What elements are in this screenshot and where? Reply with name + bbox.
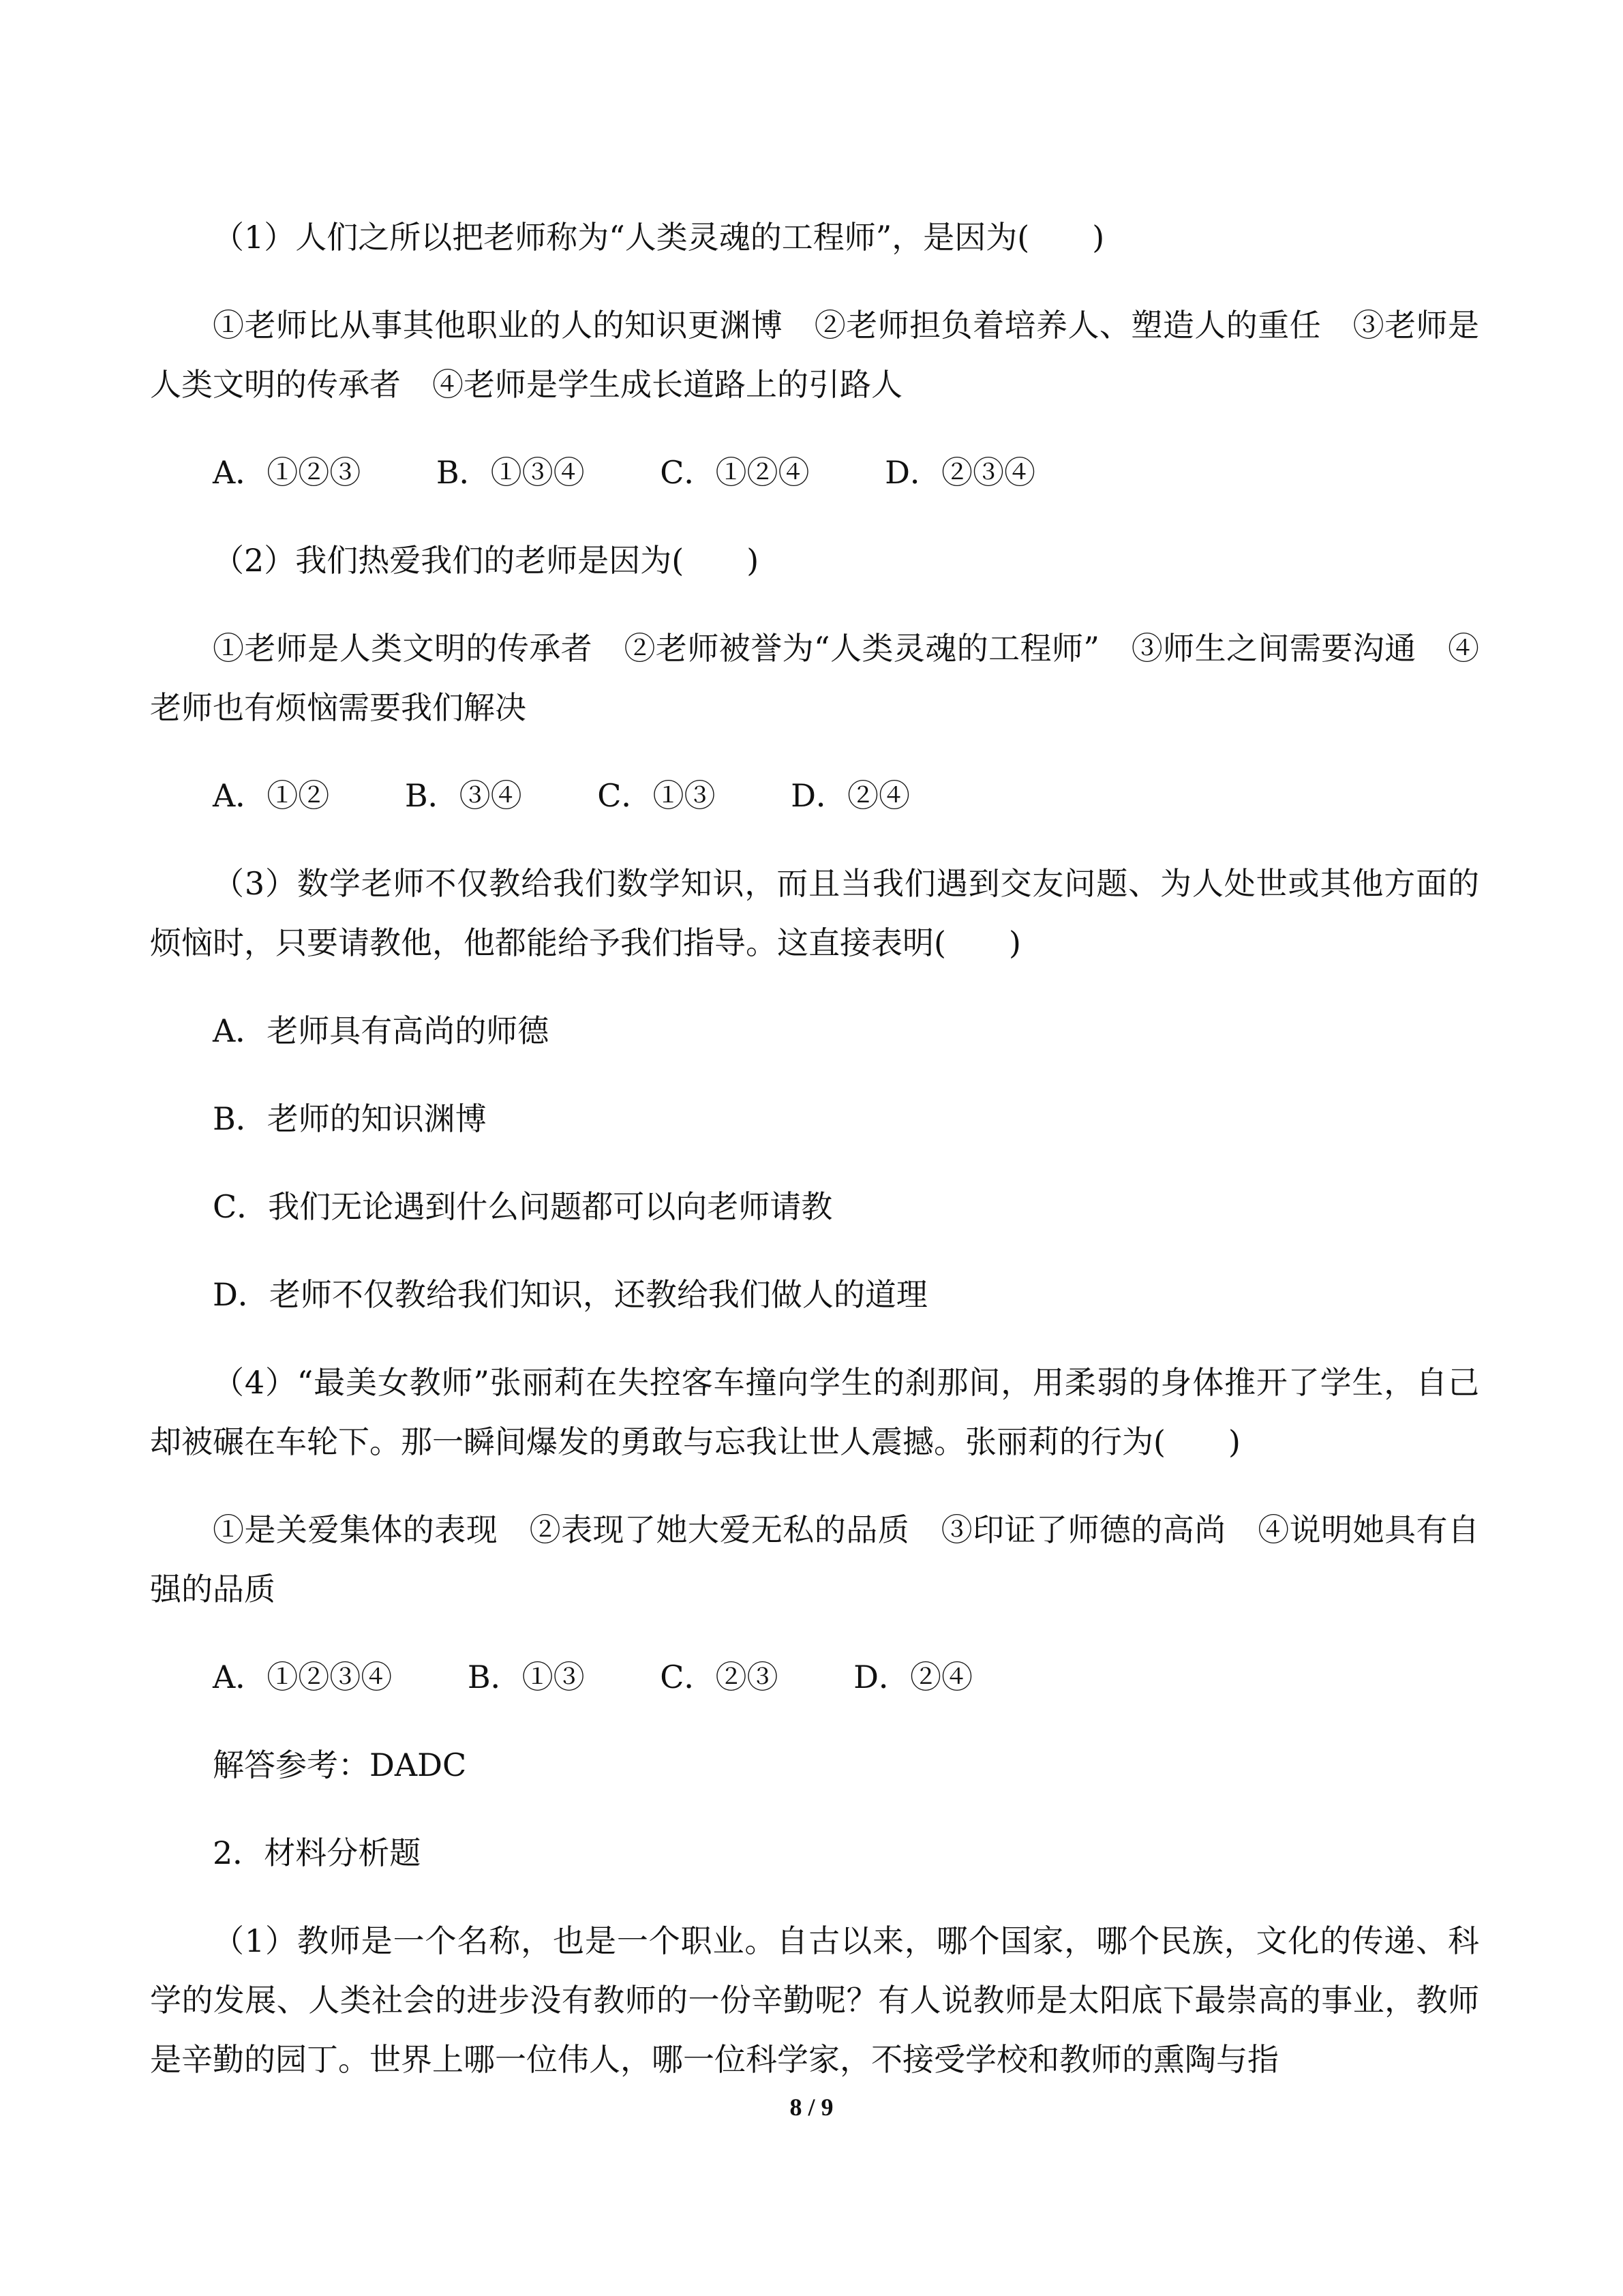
page-number: 8 / 9 xyxy=(789,2094,834,2121)
q2-stem: （2）我们热爱我们的老师是因为( ) xyxy=(213,542,759,579)
q2-option-d: D．②④ xyxy=(791,777,911,814)
q4-option-a: A．①②③④ xyxy=(213,1659,393,1695)
q1-option-a: A．①②③ xyxy=(213,454,361,491)
q4-stem: （4）“最美女教师”张丽莉在失控客车撞向学生的刹那间，用柔弱的身体推开了学生，自己却被碾在车轮下。那一瞬间爆发的勇敢与忘我让世人震撼。张丽莉的行为( ) xyxy=(150,1364,1479,1460)
q4-options xyxy=(213,1648,1479,1707)
q4-option-c: C．②③ xyxy=(660,1659,778,1695)
q1-option-c: C．①②④ xyxy=(660,454,810,491)
q4-option-b: B．①③ xyxy=(467,1659,585,1695)
q2-option-c: C．①③ xyxy=(597,777,716,814)
q1-stem: （1）人们之所以把老师称为“人类灵魂的工程师”，是因为( ) xyxy=(213,219,1105,256)
q3-option-c: C．我们无论遇到什么问题都可以向老师请教 xyxy=(213,1188,833,1225)
q3-option-d: D．老师不仅教给我们知识，还教给我们做人的道理 xyxy=(213,1276,928,1313)
q1-options xyxy=(213,443,1479,502)
q1-option-b: B．①③④ xyxy=(436,454,585,491)
q2-options xyxy=(213,766,1479,826)
q3-option-a: A．老师具有高尚的师德 xyxy=(213,1012,549,1049)
q1-option-d: D．②③④ xyxy=(885,454,1036,491)
material-1-text: （1）教师是一个名称，也是一个职业。自古以来，哪个国家，哪个民族，文化的传递、科学的发展、人类社会的进步没有教师的一份辛勤呢？有人说教师是太阳底下最崇高的事业，教师是辛勤的园丁。世界上哪一位伟人，哪一位科学家，不接受学校和教师的熏陶与指 xyxy=(150,1922,1479,2078)
q4-option-d: D．②④ xyxy=(853,1659,973,1695)
document-content xyxy=(150,208,1479,2118)
answer-reference: 解答参考：DADC xyxy=(213,1747,467,1783)
q3-option-b: B．老师的知识渊博 xyxy=(213,1100,487,1137)
q2-option-a: A．①② xyxy=(213,777,330,814)
q3-stem: （3）数学老师不仅教给我们数学知识，而且当我们遇到交友问题、为人处世或其他方面的烦恼时，只要请教他，他都能给予我们指导。这直接表明( ) xyxy=(150,865,1479,961)
q1-statements: ①老师比从事其他职业的人的知识更渊博 ②老师担负着培养人、塑造人的重任 ③老师是人类文明的传承者 ④老师是学生成长道路上的引路人 xyxy=(150,307,1479,403)
section-2-title: 2．材料分析题 xyxy=(213,1834,421,1871)
q4-statements: ①是关爱集体的表现 ②表现了她大爱无私的品质 ③印证了师德的高尚 ④说明她具有自强的品质 xyxy=(150,1511,1479,1607)
q2-statements: ①老师是人类文明的传承者 ②老师被誉为“人类灵魂的工程师” ③师生之间需要沟通 ④老师也有烦恼需要我们解决 xyxy=(150,630,1479,726)
q2-option-b: B．③④ xyxy=(404,777,522,814)
